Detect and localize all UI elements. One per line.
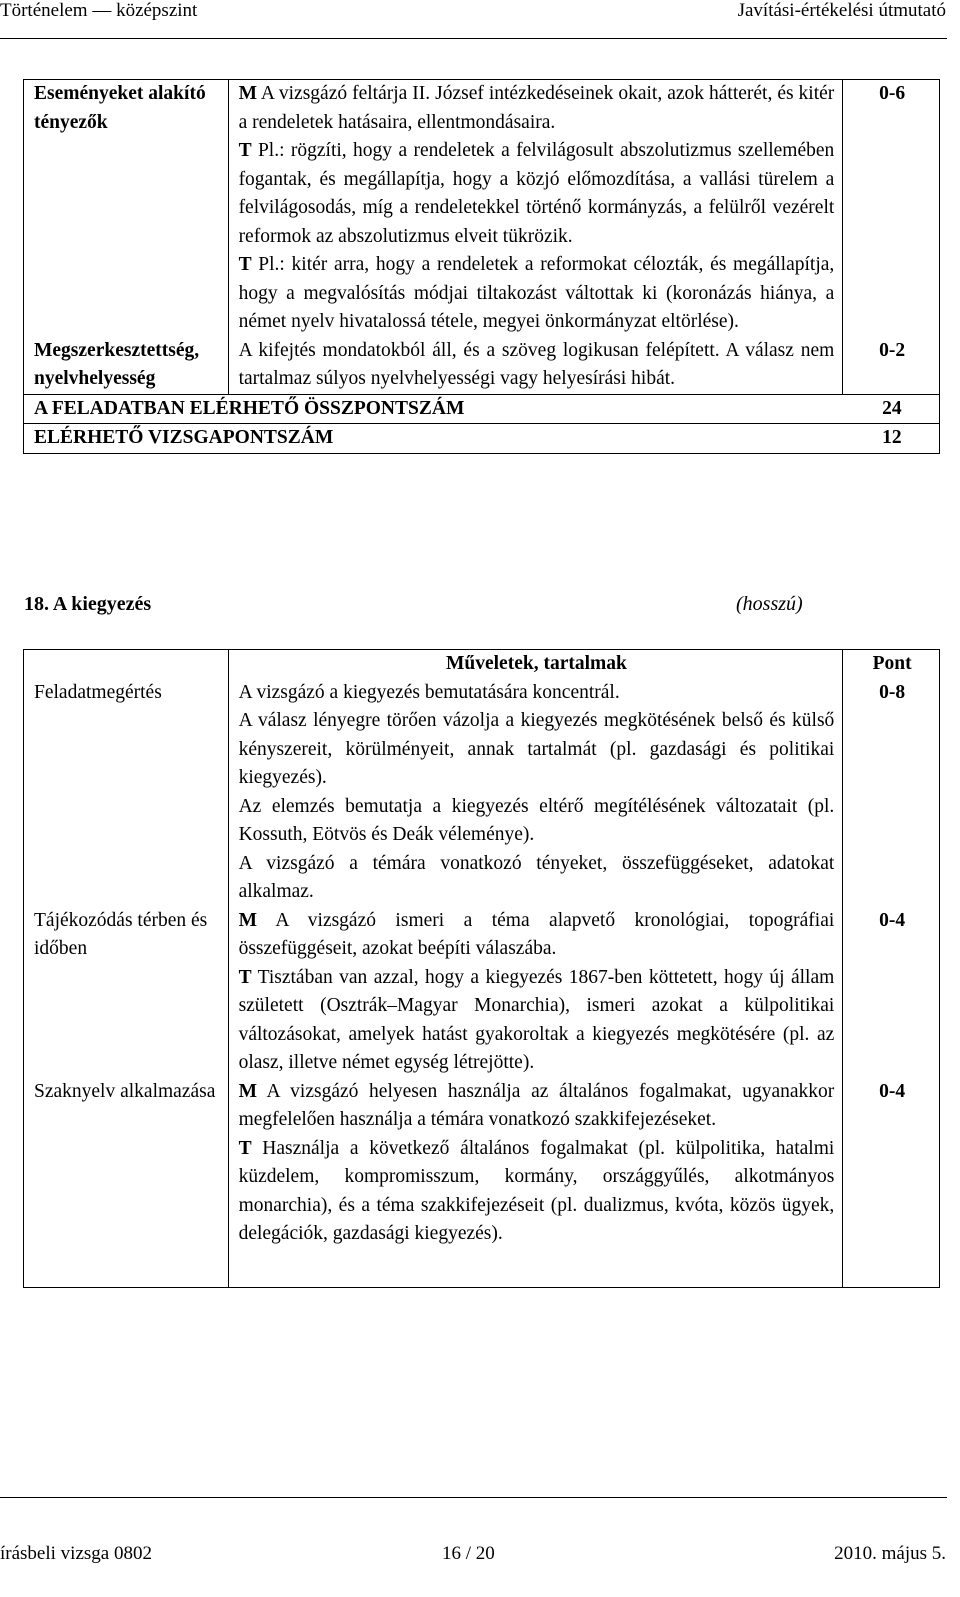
paragraph-text: Használja a következő általános fogalmakat (pl. külpolitika, hatalmi küzdelem, kompromisszum, kormány, országgyűlés, alkotmányos monarchia), és a téma szakkifejezéseit (pl. dualizmus, kvóta, közös ügyek, delegációk, gazdasági kiegyezés). <box>238 1137 835 1244</box>
total-row-exam <box>24 424 940 454</box>
paragraph-text: A vizsgázó feltárja II. József intézkedéseinek okait, azok hátterét, és kitér a rendeletek hatásaira, ellentmondásaira. <box>238 83 835 133</box>
criterion-points: 0-4 <box>843 1078 940 1249</box>
table-row <box>24 337 940 395</box>
criterion-points: 0-4 <box>843 907 940 1078</box>
criterion-description <box>228 80 843 337</box>
level-mark-t: T <box>238 1137 252 1159</box>
paragraph <box>239 137 835 251</box>
header-subject: Történelem — középszint <box>0 0 198 21</box>
task-type: (hosszú) <box>736 593 803 615</box>
total-value: 12 <box>843 424 940 454</box>
spacer-cell <box>843 1249 940 1288</box>
header-empty-cell <box>24 650 229 679</box>
paragraph-text: Tisztában van azzal, hogy a kiegyezés 1867-ben köttetett, hogy új állam született (Osztrák–Magyar Monarchia), ismeri azokat a külpolitikai változásokat, amelyek hatást gyakoroltak a kiegyezés megkötésére (pl. az olasz, illetve német egység létrejötte). <box>238 966 835 1073</box>
paragraph <box>239 1078 835 1135</box>
criteria-table-18 <box>23 649 940 1288</box>
criterion-description: A kifejtés mondatokból áll, és a szöveg logikusan felépített. A válasz nem tartalmaz súlyos nyelvhelyességi vagy helyesírási hibát. <box>228 337 843 395</box>
level-mark-m: M <box>238 83 257 104</box>
page-header <box>0 0 960 26</box>
footer-exam-code: írásbeli vizsga 0802 <box>0 1543 152 1564</box>
criterion-points: 0-8 <box>843 679 940 907</box>
column-header-operations: Műveletek, tartalmak <box>228 650 843 679</box>
paragraph-text: A vizsgázó ismeri a téma alapvető kronológiai, topográfiai összefüggéseit, azokat beépíti válaszába. <box>238 909 835 959</box>
spacer-cell <box>24 1249 229 1288</box>
level-mark-t: T <box>238 140 252 161</box>
criterion-description <box>228 1078 843 1249</box>
criterion-description <box>228 907 843 1078</box>
total-label: A FELADATBAN ELÉRHETŐ ÖSSZPONTSZÁM <box>24 394 843 424</box>
criterion-label: Feladatmegértés <box>24 679 229 907</box>
paragraph: Az elemzés bemutatja a kiegyezés eltérő megítélésének változatait (pl. Kossuth, Eötvös és Deák véleménye). <box>238 795 835 845</box>
paragraph <box>239 80 835 137</box>
criterion-label: Szaknyelv alkalmazása <box>24 1078 229 1249</box>
paragraph <box>239 964 835 1078</box>
paragraph <box>239 251 835 337</box>
footer-date: 2010. május 5. <box>834 1543 946 1564</box>
table-spacer-row <box>24 1249 940 1288</box>
criterion-description <box>228 679 843 907</box>
footer-page-number: 16 / 20 <box>442 1543 495 1564</box>
paragraph-text: A vizsgázó helyesen használja az általános fogalmakat, ugyanakkor megfelelően használja a témára vonatkozó szakkifejezéseket. <box>238 1080 835 1130</box>
criterion-points: 0-2 <box>843 337 940 395</box>
paragraph <box>239 1135 835 1249</box>
level-mark-m: M <box>238 1080 257 1102</box>
criterion-label: Eseményeket alakító tényezők <box>24 80 229 337</box>
criterion-points: 0-6 <box>843 80 940 337</box>
criteria-table-17 <box>23 79 940 454</box>
paragraph: A vizsgázó a kiegyezés bemutatására koncentrál. <box>238 681 620 703</box>
total-value: 24 <box>843 394 940 424</box>
table-row <box>24 80 940 337</box>
level-mark-t: T <box>238 966 252 988</box>
footer-divider <box>0 1497 947 1498</box>
paragraph-text: Pl.: rögzíti, hogy a rendeletek a felvilágosult abszolutizmus szellemében fogantak, és megállapítja, hogy a közjó előmozdítása, a vallási türelem a felvilágosodás, míg a rendeletekkel történő kormányzás, a felülről vezérelt reformok az abszolutizmus elveit tükrözik. <box>238 140 835 247</box>
table-row <box>24 1078 940 1249</box>
table-row <box>24 907 940 1078</box>
header-guide-title: Javítási-értékelési útmutató <box>737 0 946 21</box>
paragraph: A vizsgázó a témára vonatkozó tényeket, összefüggéseket, adatokat alkalmaz. <box>238 852 835 902</box>
paragraph-text: Pl.: kitér arra, hogy a rendeletek a reformokat célozták, és megállapítja, hogy a megvalósítás módjai tiltakozást váltottak ki (koronázás hiánya, a német nyelv hivatalossá tétele, megyei önkormányzat eltörlése). <box>238 254 835 332</box>
criterion-label: Megszerkesztettség, nyelvhelyesség <box>24 337 229 395</box>
level-mark-m: M <box>238 909 257 931</box>
column-header-points: Pont <box>843 650 940 679</box>
criterion-label: Tájékozódás térben és időben <box>24 907 229 1078</box>
table-row <box>24 679 940 907</box>
total-row-task <box>24 394 940 424</box>
paragraph: A válasz lényegre törően vázolja a kiegyezés megkötésének belső és külső kényszereit, körülményeit, annak tartalmát (pl. gazdasági és politikai kiegyezés). <box>238 710 835 788</box>
task-title: 18. A kiegyezés <box>24 593 152 615</box>
table-header-row <box>24 650 940 679</box>
spacer-cell <box>228 1249 843 1288</box>
paragraph <box>239 907 835 964</box>
header-divider <box>0 38 947 39</box>
level-mark-t: T <box>238 254 252 275</box>
total-label: ELÉRHETŐ VIZSGAPONTSZÁM <box>24 424 843 454</box>
